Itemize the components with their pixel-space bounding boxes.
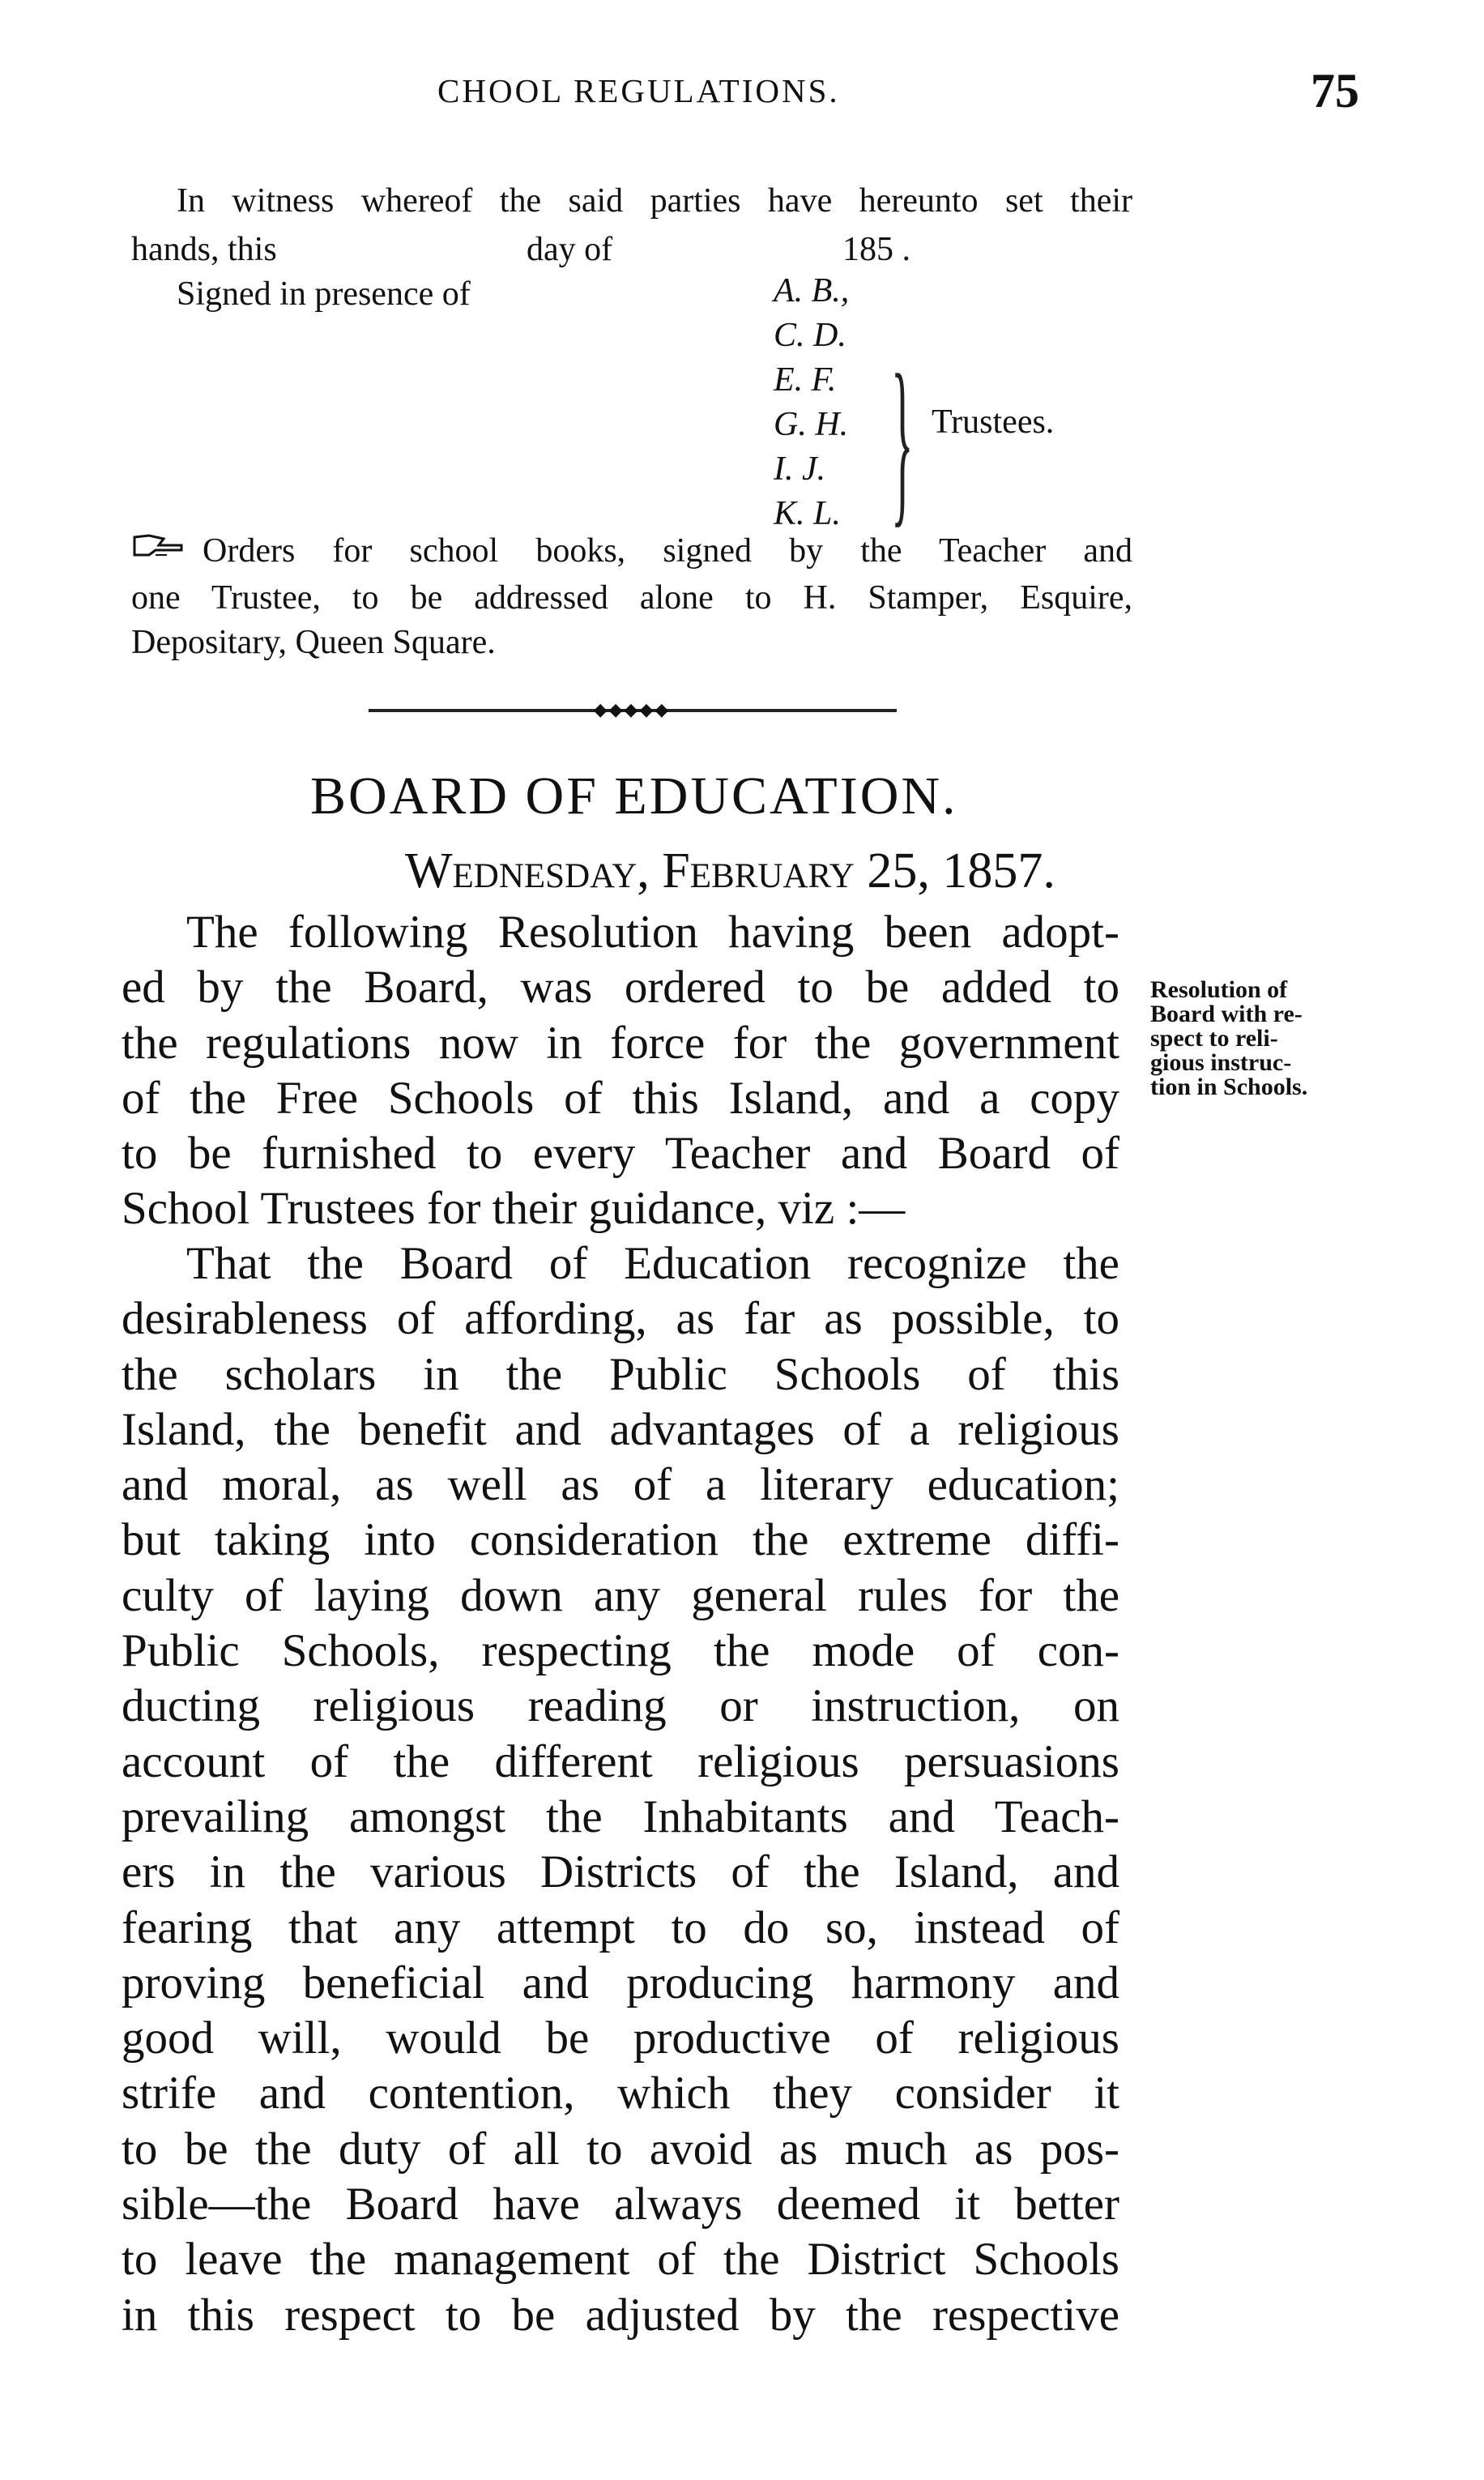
text-line: and moral, as well as of a literary education; (122, 1459, 1119, 1511)
resolution-intro-paragraph (122, 905, 1119, 1237)
text-line: desirableness of affording, as far as possible, to (122, 1293, 1119, 1345)
orders-note-line-1: Orders for school books, signed by the Teacher and (203, 532, 1132, 570)
text-line: strife and contention, which they consider it (122, 2068, 1119, 2119)
trustees-label: Trustees. (932, 403, 1055, 441)
text-line: to leave the management of the District Schools (122, 2234, 1119, 2286)
orders-note-line-3: Depositary, Queen Square. (131, 624, 496, 661)
signatory-ef: E. F. (774, 361, 837, 399)
text-line: but taking into consideration the extreme diffi- (122, 1514, 1119, 1566)
text-line: The following Resolution having been adopt- (186, 907, 1119, 958)
date-line: Wednesday, February 25, 1857. (405, 843, 1055, 899)
margin-note-line: spect to reli- (1150, 1025, 1278, 1052)
signatory-cd: C. D. (774, 317, 846, 354)
margin-note-line: tion in Schools. (1150, 1074, 1308, 1100)
signatory-gh: G. H. (774, 406, 849, 443)
page-number: 75 (1311, 64, 1359, 117)
text-line: ducting religious reading or instruction, on (122, 1680, 1119, 1732)
witness-hands: hands, this (131, 231, 277, 268)
resolution-text-paragraph (122, 1236, 1119, 2343)
section-title: BOARD OF EDUCATION. (310, 766, 958, 826)
text-line: prevailing amongst the Inhabitants and Teach- (122, 1791, 1119, 1842)
witness-signed-presence: Signed in presence of (177, 275, 471, 313)
text-line: to be the duty of all to avoid as much as pos- (122, 2123, 1119, 2175)
trustees-brace: } (891, 336, 914, 543)
text-line: culty of laying down any general rules for the (122, 1569, 1119, 1621)
margin-note (1150, 978, 1337, 1099)
signatory-ab: A. B., (774, 272, 850, 309)
text-line: proving beneficial and producing harmony and (122, 1957, 1119, 2008)
running-head: CHOOL REGULATIONS. (437, 72, 840, 109)
pointing-hand-icon (131, 531, 188, 560)
witness-line-1: In witness whereof the said parties have hereunto set their (177, 182, 1132, 220)
text-line: account of the different religious persuasions (122, 1735, 1119, 1787)
text-line: good will, would be productive of religious (122, 2013, 1119, 2064)
text-line: the scholars in the Public Schools of this (122, 1348, 1119, 1400)
signatory-kl: K. L. (774, 495, 841, 532)
text-line: in this respect to be adjusted by the respective (122, 2289, 1119, 2341)
rule-ornament-icon: ◆◆◆◆◆ (593, 699, 671, 719)
text-line: Public Schools, respecting the mode of con- (122, 1625, 1119, 1677)
witness-day-of: day of (527, 231, 613, 268)
text-line: of the Free Schools of this Island, and a copy (122, 1072, 1119, 1124)
witness-year: 185 . (842, 231, 910, 268)
margin-note-line: gious instruc- (1150, 1049, 1292, 1076)
text-line: School Trustees for their guidance, viz :— (122, 1183, 906, 1235)
margin-note-line: Resolution of (1150, 976, 1288, 1003)
text-line: ed by the Board, was ordered to be added to (122, 962, 1119, 1014)
text-line: sible—the Board have always deemed it better (122, 2179, 1119, 2230)
text-line: Island, the benefit and advantages of a religious (122, 1403, 1119, 1455)
margin-note-line: Board with re- (1150, 1001, 1303, 1027)
text-line: to be furnished to every Teacher and Board of (122, 1128, 1119, 1180)
signatory-ij: I. J. (774, 450, 826, 488)
text-line: fearing that any attempt to do so, instead of (122, 1902, 1119, 1953)
text-line: That the Board of Education recognize the (186, 1238, 1119, 1289)
text-line: ers in the various Districts of the Island, and (122, 1846, 1119, 1898)
orders-note-line-2: one Trustee, to be addressed alone to H. Stamper, Esquire, (131, 579, 1132, 617)
text-line: the regulations now in force for the government (122, 1017, 1119, 1069)
